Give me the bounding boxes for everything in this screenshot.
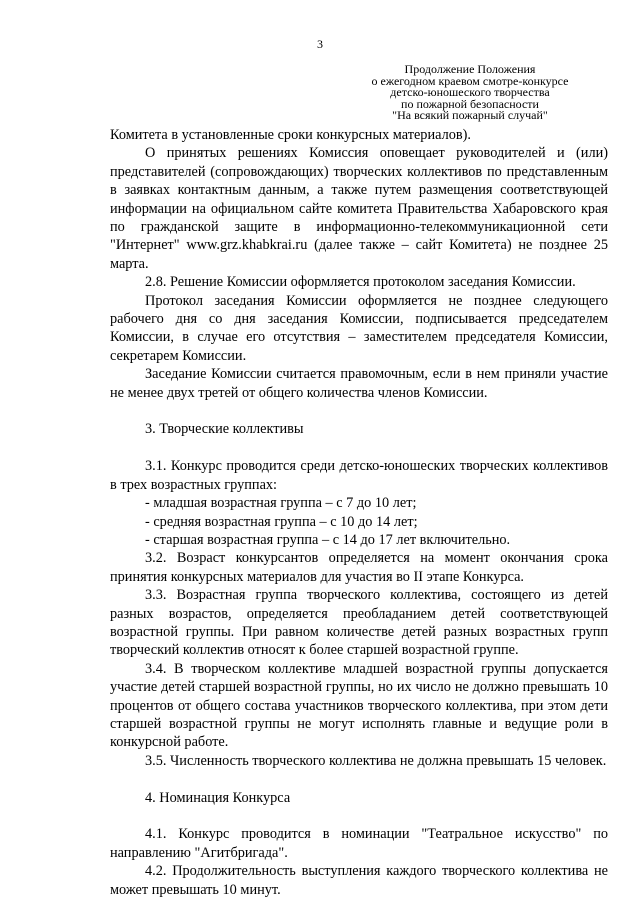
spacer <box>110 807 608 825</box>
paragraph: 3.3. Возрастная группа творческого коллектива, состоящего из детей разных возрастов, определяется преобладанием детей соответствующей возрастной группы. При равном количестве детей разных возрастных групп творческий коллектив относят к более старшей возрастной группе. <box>110 587 608 659</box>
list-item: - средняя возрастная группа – с 10 до 14 лет; <box>145 513 418 530</box>
header-line: детско-юношеского творчества <box>390 85 550 100</box>
paragraph: 2.8. Решение Комиссии оформляется протоколом заседания Комиссии. <box>145 274 576 291</box>
page-number: 3 <box>317 37 323 51</box>
list-item: - младшая возрастная группа – с 7 до 10 лет; <box>145 495 417 512</box>
paragraph: 4.1. Конкурс проводится в номинации "Театральное искусство" по направлению "Агитбригада". <box>110 826 608 861</box>
paragraph: 4.2. Продолжительность выступления каждого творческого коллектива не может превышать 10 минут. <box>110 863 608 898</box>
header-line: по пожарной безопасности <box>401 96 539 111</box>
document-header <box>340 64 600 122</box>
header-line: "На всякий пожарный случай" <box>392 108 548 123</box>
spacer <box>110 770 608 788</box>
document-body <box>110 126 608 899</box>
paragraph: О принятых решениях Комиссия оповещает руководителей и (или) представителей (сопровождающих) творческих коллективов по представленным в заявках контактным данным, а также путем размещения соответствующей информации на официальном сайте комитета Правительства Хабаровского края по гражданской защите в информационно-телекоммуникационной сети "Интернет" www.grz.khabkrai.ru (далее также – сайт Комитета) не позднее 25 марта. <box>110 145 608 272</box>
list-item: - старшая возрастная группа – с 14 до 17 лет включительно. <box>145 531 511 548</box>
paragraph: 3.2. Возраст конкурсантов определяется на момент окончания срока принятия конкурсных материалов для участия во II этапе Конкурса. <box>110 550 608 585</box>
header-line: о ежегодном краевом смотре-конкурсе <box>371 73 569 88</box>
paragraph: 3.1. Конкурс проводится среди детско-юношеских творческих коллективов в трех возрастных группах: <box>110 458 608 493</box>
paragraph: 3.4. В творческом коллективе младшей возрастной группы допускается участие детей старшей возрастной группы, но их число не должно превышать 10 процентов от общего состава участников творческого коллектива, при этом дети старшей возрастной группы не могут исполнять главные и ведущие роли в конкурсной работе. <box>110 660 608 751</box>
paragraph: Протокол заседания Комиссии оформляется не позднее следующего рабочего дня со дня заседания Комиссии, подписывается председателем Комиссии, в случае его отсутствия – заместителем председателя Комиссии, секретарем Комиссии. <box>110 292 608 364</box>
paragraph: Комитета в установленные сроки конкурсных материалов). <box>110 127 471 143</box>
spacer <box>110 439 608 457</box>
section-heading: 4. Номинация Конкурса <box>145 789 291 806</box>
paragraph: 3.5. Численность творческого коллектива не должна превышать 15 человек. <box>145 752 607 769</box>
spacer <box>110 402 608 420</box>
paragraph: Заседание Комиссии считается правомочным, если в нем приняли участие не менее двух третей от общего количества членов Комиссии. <box>110 366 608 401</box>
section-heading: 3. Творческие коллективы <box>145 421 304 438</box>
header-line: Продолжение Положения <box>404 62 536 76</box>
